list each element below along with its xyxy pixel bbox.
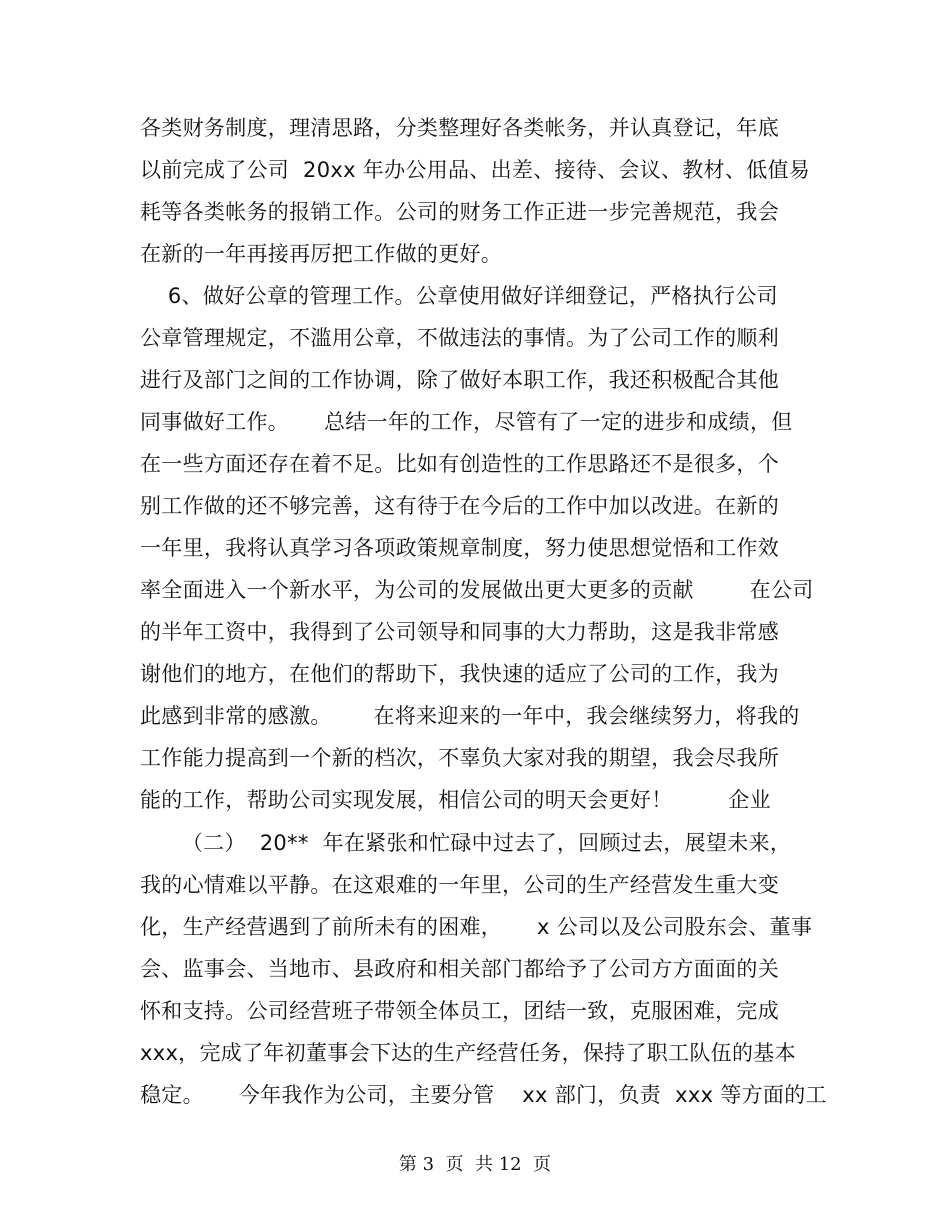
text-line: 工作能力提高到一个新的档次，不辜负大家对我的期望，我会尽我所: [140, 746, 779, 770]
text-line: 谢他们的地方，在他们的帮助下，我快速的适应了公司的工作，我为: [140, 662, 779, 686]
text-line: 稳定。 今年我作为公司，主要分管 xx 部门，负责 xxx 等方面的工: [140, 1083, 827, 1107]
text-line: xxx，完成了年初董事会下达的生产经营任务，保持了职工队伍的基本: [140, 1041, 796, 1065]
text-line: 别工作做的还不够完善，这有待于在今后的工作中加以改进。在新的: [140, 494, 779, 518]
text-line: 公章管理规定，不滥用公章，不做违法的事情。为了公司工作的顺利: [140, 326, 779, 350]
text-line: 耗等各类帐务的报销工作。公司的财务工作正进一步完善规范，我会: [140, 200, 779, 224]
text-line: 同事做好工作。 总结一年的工作，尽管有了一定的进步和成绩，但: [140, 410, 793, 434]
text-line: 的半年工资中，我得到了公司领导和同事的大力帮助，这是我非常感: [140, 620, 779, 644]
text-line: 此感到非常的感激。 在将来迎来的一年中，我会继续努力，将我的: [140, 704, 800, 728]
text-line: 一年里，我将认真学习各项政策规章制度，努力使思想觉悟和工作效: [140, 536, 779, 560]
page-number-footer: 第 3 页 共 12 页: [398, 1154, 552, 1175]
text-line: 在新的一年再接再厉把工作做的更好。: [140, 242, 503, 266]
text-line: 化，生产经营遇到了前所未有的困难， x 公司以及公司股东会、董事: [140, 915, 813, 939]
text-line: 以前完成了公司 20xx 年办公用品、出差、接待、会议、教材、低值易: [140, 158, 811, 182]
text-line: 在一些方面还存在着不足。比如有创造性的工作思路还不是很多，个: [140, 452, 779, 476]
text-line: 我的心情难以平静。在这艰难的一年里，公司的生产经营发生重大变: [140, 873, 779, 897]
text-line: 6、做好公章的管理工作。公章使用做好详细登记，严格执行公司: [140, 284, 778, 308]
text-line: 怀和支持。公司经营班子带领全体员工，团结一致，克服困难，完成: [140, 999, 779, 1023]
text-line: （二） 20** 年在紧张和忙碌中过去了，回顾过去，展望未来，: [140, 831, 792, 855]
text-line: 进行及部门之间的工作协调，除了做好本职工作，我还积极配合其他: [140, 368, 779, 392]
text-line: 会、监事会、当地市、县政府和相关部门都给予了公司方方面面的关: [140, 957, 779, 981]
text-line: 能的工作，帮助公司实现发展，相信公司的明天会更好！ 企业: [140, 788, 771, 812]
text-line: 各类财务制度，理清思路，分类整理好各类帐务，并认真登记，年底: [140, 116, 779, 140]
text-line: 率全面进入一个新水平，为公司的发展做出更大更多的贡献 在公司: [140, 578, 814, 602]
